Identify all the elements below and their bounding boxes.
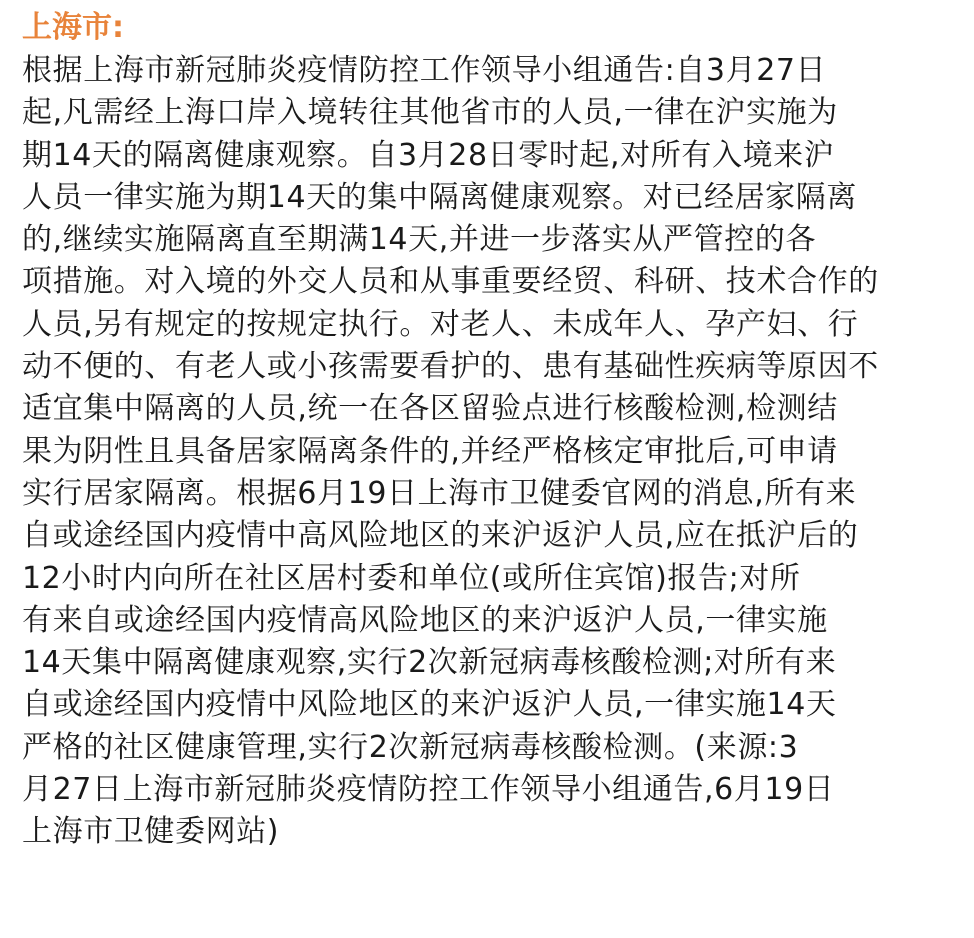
text-line: 起,凡需经上海口岸入境转往其他省市的人员,一律在沪实施为 [22, 95, 838, 131]
text-line: 月27日上海市新冠肺炎疫情防控工作领导小组通告,6月19日 [22, 772, 835, 808]
text-line: 14天集中隔离健康观察,实行2次新冠病毒核酸检测;对所有来 [22, 645, 837, 681]
text-line: 12小时内向所在社区居村委和单位(或所住宾馆)报告;对所 [22, 560, 801, 596]
text-line: 自或途经国内疫情中高风险地区的来沪返沪人员,应在抵沪后的 [22, 518, 859, 554]
text-line: 人员一律实施为期14天的集中隔离健康观察。对已经居家隔离 [22, 179, 857, 215]
text-line: 果为阴性且具备居家隔离条件的,并经严格核定审批后,可申请 [22, 433, 838, 469]
text-line: 适宜集中隔离的人员,统一在各区留验点进行核酸检测,检测结 [22, 391, 838, 427]
text-line: 自或途经国内疫情中风险地区的来沪返沪人员,一律实施14天 [22, 687, 837, 723]
section-title: 上海市: [22, 10, 124, 45]
text-line: 的,继续实施隔离直至期满14天,并进一步落实从严管控的各 [22, 222, 817, 258]
text-line: 期14天的隔离健康观察。自3月28日零时起,对所有入境来沪 [22, 137, 835, 173]
text-line: 人员,另有规定的按规定执行。对老人、未成年人、孕产妇、行 [22, 306, 859, 342]
paragraph [22, 50, 952, 854]
text-line: 根据上海市新冠肺炎疫情防控工作领导小组通告:自3月27日 [22, 53, 827, 88]
text-line: 实行居家隔离。根据6月19日上海市卫健委官网的消息,所有来 [22, 475, 857, 511]
text-line: 严格的社区健康管理,实行2次新冠病毒核酸检测。(来源:3 [22, 729, 799, 765]
document-body [22, 6, 952, 854]
text-line: 有来自或途经国内疫情高风险地区的来沪返沪人员,一律实施 [22, 602, 828, 638]
text-line: 动不便的、有老人或小孩需要看护的、患有基础性疾病等原因不 [22, 349, 879, 385]
text-line: 上海市卫健委网站) [22, 814, 280, 850]
text-line: 项措施。对入境的外交人员和从事重要经贸、科研、技术合作的 [22, 264, 879, 300]
